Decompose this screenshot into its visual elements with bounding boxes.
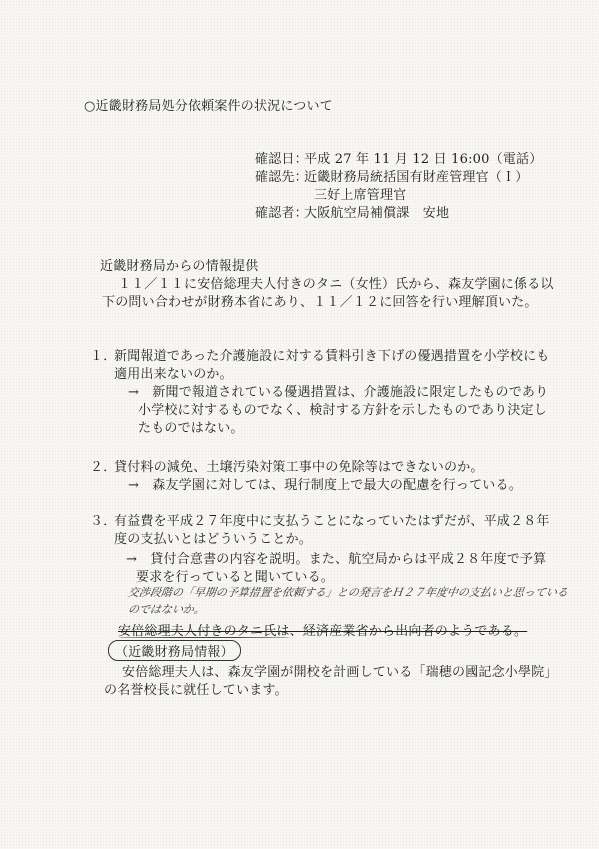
confirmation-dest-value-1: 近畿財務局統括国有財産管理官（Ｉ） xyxy=(304,170,529,185)
confirmation-dest-value-2: 三好上席管理官 xyxy=(314,188,407,203)
confirmer-value: 大阪航空局補償課 安地 xyxy=(304,206,450,221)
item-1-answer-line-3: たものではない。 xyxy=(138,421,244,436)
item-3-answer-line-2: 要求を行っていると聞いている。 xyxy=(136,570,335,585)
underline-scribble xyxy=(118,637,290,638)
item-1-number: １． xyxy=(90,349,117,364)
final-line-2: の名誉校長に就任しています。 xyxy=(104,683,288,698)
final-line-1: 安倍総理夫人は、森友学園が開校を計画している「瑞穂の國記念小學院」 xyxy=(122,665,558,680)
item-3-answer-line-1: → 貸付合意書の内容を説明。また、航空局からは平成２８年度で予算 xyxy=(126,552,547,567)
confirmation-date-label: 確認日： xyxy=(255,152,308,167)
item-3-question-line-2: 度の支払いとはどういうことか。 xyxy=(114,532,313,547)
info-heading: 近畿財務局からの情報提供 xyxy=(100,259,259,274)
confirmation-date-value: 平成 27 年 11 月 12 日 16:00（電話） xyxy=(304,152,543,167)
item-1-question-line-1: 新聞報道であった介護施設に対する賃料引き下げの優遇措置を小学校にも xyxy=(114,349,550,364)
item-3-number: ３． xyxy=(90,514,117,529)
item-3-question-line-1: 有益費を平成２７年度中に支払うことになっていたはずだが、平成２８年 xyxy=(114,514,550,529)
handwritten-note-line-1: 交渉段階の「早期の予算措置を依頼する」との発言をＨ２７年度中の支払いと思っている xyxy=(127,586,569,599)
item-1-answer-line-1: → 新聞で報道されている優遇措置は、介護施設に限定したものであり xyxy=(128,385,549,400)
info-line-1: １１／１１に安倍総理夫人付きのタニ（女性）氏から、森友学園に係る以 xyxy=(118,277,554,292)
handwritten-note-line-2: のではないか。 xyxy=(127,603,206,616)
item-1-answer-line-2: 小学校に対するものでなく、検討する方針を示したものであり決定し xyxy=(138,403,547,418)
struck-through-line: 安倍総理夫人付きのタニ氏は、経済産業省から出向者のようである。 xyxy=(118,624,528,639)
item-2-question-line-1: 貸付料の減免、土壌汚染対策工事中の免除等はできないのか。 xyxy=(114,460,484,475)
confirmation-dest-label: 確認先： xyxy=(255,170,308,185)
document-title: ○近畿財務局処分依頼案件の状況について xyxy=(84,99,333,114)
item-2-number: ２． xyxy=(90,460,117,475)
item-1-question-line-2: 適用出来ないのか。 xyxy=(114,367,233,382)
kinki-info-box: （近畿財務局情報） xyxy=(108,640,241,661)
info-line-2: 下の問い合わせが財務本省にあり、１１／１２に回答を行い理解頂いた。 xyxy=(102,295,538,310)
item-2-answer-line-1: → 森友学園に対しては、現行制度上で最大の配慮を行っている。 xyxy=(128,478,522,493)
confirmer-label: 確認者： xyxy=(255,206,308,221)
